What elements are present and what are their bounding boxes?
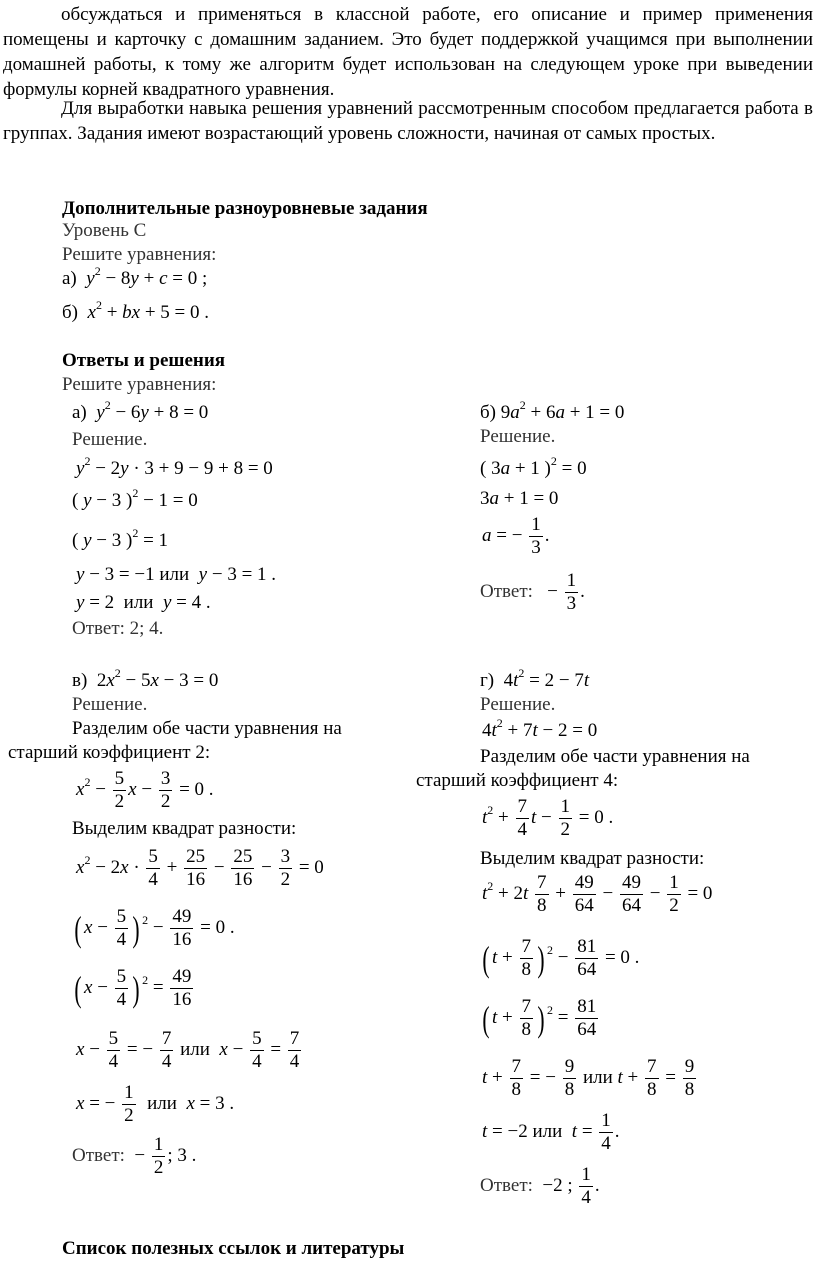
task-a-step-1: $y^2 - 2y \cdot 3 + 9 - 9 + 8 = 0$ bbox=[76, 454, 273, 479]
task-v-step-5: x − $\frac{5}{4}$ = − $\frac{7}{4}$ или x − $\frac{5}{4}$ = $\frac{7}{4}$ bbox=[76, 1028, 300, 1072]
task-b-solution-label: Решение. bbox=[480, 426, 556, 447]
task-g-step-1: $4t^2 + 7t - 2 = 0$ bbox=[482, 716, 598, 741]
task-a-step-4: y − 3 = −1 или y − 3 = 1 . bbox=[76, 564, 277, 585]
task-v-equation: в) $2x^2 - 5x - 3 = 0$ bbox=[72, 666, 219, 691]
task-g-step-6: t + $\frac{7}{8}$ = − $\frac{9}{8}$ или t + $\frac{7}{8}$ = $\frac{9}{8}$ bbox=[482, 1056, 695, 1100]
task-v-step-1: $x^2$ − $\frac{5}{2}$ x − $\frac{3}{2}$ = 0 . bbox=[76, 768, 214, 812]
extra-level: Уровень С bbox=[62, 220, 147, 241]
task-g-step-7: t = −2 или t = $\frac{1}{4}$ . bbox=[482, 1110, 620, 1154]
task-a-solution-label: Решение. bbox=[72, 429, 148, 450]
task-g-divide-2: старший коэффициент 4: bbox=[416, 770, 619, 791]
task-v-solution-label: Решение. bbox=[72, 694, 148, 715]
answers-prompt: Решите уравнения: bbox=[62, 374, 217, 395]
task-a-step-5: y = 2 или y = 4 . bbox=[76, 592, 211, 613]
task-a-step-3: ( y − 3 )$^2$ = 1 bbox=[72, 526, 169, 551]
task-v-square-label: Выделим квадрат разности: bbox=[72, 818, 297, 839]
task-v-step-2: $x^2 - 2x$ · $\frac{5}{4}$ + $\frac{25}{16}$ − $\frac{25}{16}$ − $\frac{3}{2}$ = 0 bbox=[76, 846, 324, 890]
extra-task-b: б) $x^2$ + bx + 5 = 0 . bbox=[62, 298, 210, 323]
task-a-equation: а) $y^2 - 6y + 8 = 0$ bbox=[72, 398, 209, 423]
task-g-step-5: ( t + $\frac{7}{8}$ ) $^2$ = $\frac{81}{64}$ bbox=[482, 996, 597, 1040]
intro-paragraph-2: Для выработки навыка решения уравнений рассмотренным способом предлагается работа в группах. Задания имеют возрастающий уровень сложности, начиная от самых простых. bbox=[3, 98, 813, 144]
task-b-step-3: a = − $\frac{1}{3}$ . bbox=[482, 514, 550, 558]
task-v-step-3: ( x − $\frac{5}{4}$ ) $^2$ − $\frac{49}{16}$ = 0 . bbox=[74, 906, 235, 950]
task-v-step-4: ( x − $\frac{5}{4}$ ) $^2$ = $\frac{49}{16}$ bbox=[74, 966, 192, 1010]
task-v-divide-2: старший коэффициент 2: bbox=[8, 742, 211, 763]
answers-heading: Ответы и решения bbox=[62, 350, 226, 371]
task-g-solution-label: Решение. bbox=[480, 694, 556, 715]
task-g-equation: г) $4t^2 = 2 - 7t$ bbox=[480, 666, 590, 691]
task-g-square-label: Выделим квадрат разности: bbox=[480, 848, 705, 869]
task-g-step-3: $t^2 + 2t$ $\frac{7}{8}$ + $\frac{49}{64}$ − $\frac{49}{64}$ − $\frac{1}{2}$ = 0 bbox=[482, 872, 713, 916]
references-heading: Список полезных ссылок и литературы bbox=[62, 1238, 405, 1259]
task-v-step-6: x = − $\frac{1}{2}$ или x = 3 . bbox=[76, 1082, 235, 1126]
task-b-step-2: 3a + 1 = 0 bbox=[480, 488, 559, 509]
task-v-divide-1: Разделим обе части уравнения на bbox=[72, 718, 342, 739]
task-g-step-2: $t^2$ + $\frac{7}{4}$ t − $\frac{1}{2}$ = 0 . bbox=[482, 796, 614, 840]
task-g-answer: Ответ: −2 ; $\frac{1}{4}$ . bbox=[480, 1164, 600, 1208]
extra-prompt: Решите уравнения: bbox=[62, 244, 217, 265]
task-g-divide-1: Разделим обе части уравнения на bbox=[480, 746, 750, 767]
task-b-answer: Ответ: − $\frac{1}{3}$ . bbox=[480, 570, 585, 614]
task-a-step-2: ( y − 3 )$^2$ − 1 = 0 bbox=[72, 486, 198, 511]
task-b-equation: б) $9a^2 + 6a + 1 = 0$ bbox=[480, 398, 625, 423]
extra-heading: Дополнительные разноуровневые задания bbox=[62, 198, 428, 219]
intro-paragraph-1: обсуждаться и применяться в классной работе, его описание и пример применения помещены и карточку с домашним заданием. Это будет поддержкой учащимся при выполнении домашней работы, к тому же алгоритм будет использован на следующем уроке при выведении формулы корней квадратного уравнения. bbox=[3, 4, 813, 100]
task-g-step-4: ( t + $\frac{7}{8}$ ) $^2$ − $\frac{81}{64}$ = 0 . bbox=[482, 936, 640, 980]
task-v-answer: Ответ: − $\frac{1}{2}$ ; 3 . bbox=[72, 1134, 197, 1178]
task-b-step-1: ( 3a + 1 )$^2$ = 0 bbox=[480, 454, 587, 479]
task-a-answer: Ответ: 2; 4. bbox=[72, 618, 164, 639]
extra-task-a: а) $y^2 - 8y + c = 0$ ; bbox=[62, 264, 208, 289]
